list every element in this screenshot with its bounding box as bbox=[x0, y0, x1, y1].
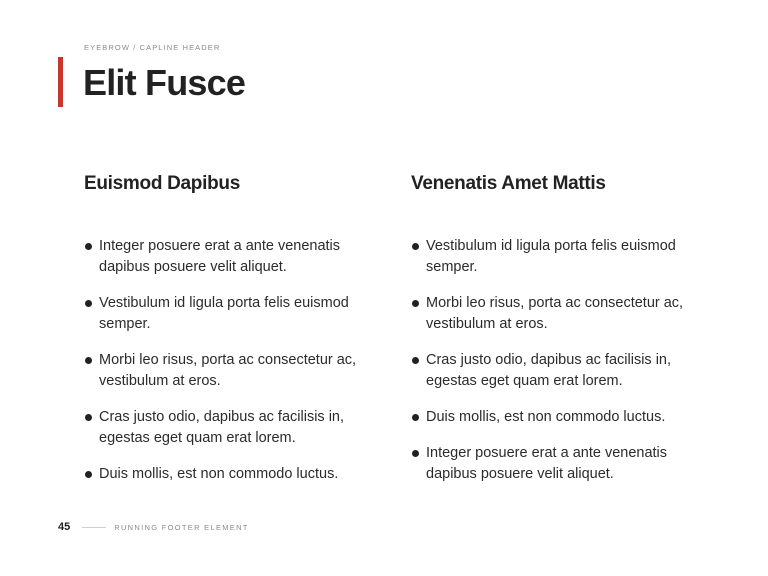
list-item-text: Integer posuere erat a ante venenatis dapibus posuere velit aliquet. bbox=[426, 445, 668, 482]
list-item-text: Morbi leo risus, porta ac consectetur ac, vestibulum at eros. bbox=[99, 352, 357, 389]
list-item bbox=[411, 443, 701, 485]
list-item bbox=[411, 350, 701, 392]
page-footer bbox=[58, 520, 249, 534]
right-column-heading: Venenatis Amet Mattis bbox=[411, 173, 606, 194]
list-item-text: Vestibulum id ligula porta felis euismod semper. bbox=[426, 238, 676, 275]
bullet-icon bbox=[412, 300, 419, 307]
list-item-text: Integer posuere erat a ante venenatis dapibus posuere velit aliquet. bbox=[99, 238, 341, 275]
list-item bbox=[84, 464, 374, 485]
list-item-text: Duis mollis, est non commodo luctus. bbox=[99, 466, 339, 482]
left-bullet-list bbox=[84, 236, 374, 500]
bullet-icon bbox=[85, 300, 92, 307]
list-item bbox=[84, 236, 374, 278]
bullet-icon bbox=[412, 243, 419, 250]
right-bullet-list bbox=[411, 236, 701, 500]
list-item-text: Vestibulum id ligula porta felis euismod semper. bbox=[99, 295, 349, 332]
bullet-icon bbox=[85, 414, 92, 421]
list-item-text: Duis mollis, est non commodo luctus. bbox=[426, 409, 666, 425]
list-item bbox=[84, 407, 374, 449]
right-column bbox=[411, 172, 711, 482]
bullet-icon bbox=[412, 450, 419, 457]
list-item-text: Cras justo odio, dapibus ac facilisis in, egestas eget quam erat lorem. bbox=[99, 409, 345, 446]
page-title: Elit Fusce bbox=[83, 62, 246, 103]
eyebrow-header: EYEBROW / CAPLINE HEADER bbox=[84, 43, 221, 52]
list-item bbox=[84, 350, 374, 392]
list-item bbox=[84, 293, 374, 335]
title-accent-bar bbox=[58, 57, 63, 107]
running-footer-text: RUNNING FOOTER ELEMENT bbox=[114, 522, 249, 532]
footer-divider bbox=[82, 527, 106, 528]
list-item bbox=[411, 407, 701, 428]
bullet-icon bbox=[85, 357, 92, 364]
list-item bbox=[411, 293, 701, 335]
list-item-text: Cras justo odio, dapibus ac facilisis in, egestas eget quam erat lorem. bbox=[426, 352, 672, 389]
list-item-text: Morbi leo risus, porta ac consectetur ac, vestibulum at eros. bbox=[426, 295, 684, 332]
left-column-heading: Euismod Dapibus bbox=[84, 173, 240, 194]
bullet-icon bbox=[412, 357, 419, 364]
bullet-icon bbox=[412, 414, 419, 421]
page-number: 45 bbox=[58, 521, 71, 533]
bullet-icon bbox=[85, 471, 92, 478]
bullet-icon bbox=[85, 243, 92, 250]
list-item bbox=[411, 236, 701, 278]
left-column bbox=[84, 172, 384, 482]
